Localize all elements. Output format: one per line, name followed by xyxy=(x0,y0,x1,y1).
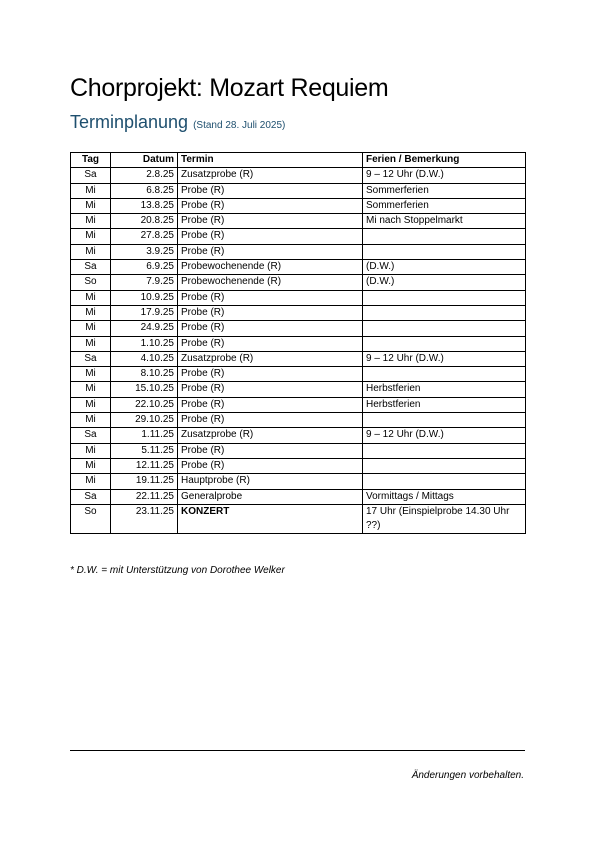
cell-tag: Sa xyxy=(71,260,111,275)
cell-bemerkung: 9 – 12 Uhr (D.W.) xyxy=(363,351,526,366)
cell-tag: Mi xyxy=(71,290,111,305)
cell-bemerkung xyxy=(363,443,526,458)
table-row xyxy=(71,260,526,275)
cell-termin: Zusatzprobe (R) xyxy=(178,428,363,443)
cell-datum: 1.11.25 xyxy=(111,428,178,443)
table-row xyxy=(71,397,526,412)
cell-datum: 19.11.25 xyxy=(111,474,178,489)
cell-bemerkung xyxy=(363,244,526,259)
cell-bemerkung: 9 – 12 Uhr (D.W.) xyxy=(363,428,526,443)
cell-tag: So xyxy=(71,504,111,534)
cell-termin: KONZERT xyxy=(178,504,363,534)
cell-tag: Mi xyxy=(71,458,111,473)
table-row xyxy=(71,244,526,259)
cell-tag: Mi xyxy=(71,183,111,198)
table-row xyxy=(71,305,526,320)
table-row xyxy=(71,336,526,351)
table-row xyxy=(71,275,526,290)
cell-termin: Probe (R) xyxy=(178,229,363,244)
cell-tag: Mi xyxy=(71,214,111,229)
table-row xyxy=(71,489,526,504)
cell-bemerkung xyxy=(363,474,526,489)
table-row xyxy=(71,443,526,458)
cell-termin: Zusatzprobe (R) xyxy=(178,351,363,366)
cell-bemerkung xyxy=(363,458,526,473)
cell-termin: Hauptprobe (R) xyxy=(178,474,363,489)
header-bemerkung: Ferien / Bemerkung xyxy=(363,153,526,168)
cell-tag: Mi xyxy=(71,443,111,458)
cell-bemerkung xyxy=(363,321,526,336)
cell-datum: 4.10.25 xyxy=(111,351,178,366)
cell-datum: 6.9.25 xyxy=(111,260,178,275)
cell-bemerkung xyxy=(363,336,526,351)
cell-termin: Probewochenende (R) xyxy=(178,260,363,275)
cell-bemerkung xyxy=(363,413,526,428)
table-row xyxy=(71,413,526,428)
cell-termin: Probe (R) xyxy=(178,336,363,351)
cell-tag: Mi xyxy=(71,198,111,213)
cell-termin: Probe (R) xyxy=(178,397,363,412)
cell-bemerkung: Vormittags / Mittags xyxy=(363,489,526,504)
table-row xyxy=(71,504,526,534)
header-tag: Tag xyxy=(71,153,111,168)
schedule-body xyxy=(71,168,526,534)
cell-tag: Sa xyxy=(71,168,111,183)
cell-termin: Probe (R) xyxy=(178,443,363,458)
cell-datum: 12.11.25 xyxy=(111,458,178,473)
cell-tag: Sa xyxy=(71,428,111,443)
cell-datum: 22.11.25 xyxy=(111,489,178,504)
cell-datum: 24.9.25 xyxy=(111,321,178,336)
cell-tag: Mi xyxy=(71,413,111,428)
cell-bemerkung xyxy=(363,229,526,244)
cell-datum: 29.10.25 xyxy=(111,413,178,428)
cell-tag: Mi xyxy=(71,382,111,397)
cell-datum: 1.10.25 xyxy=(111,336,178,351)
cell-datum: 22.10.25 xyxy=(111,397,178,412)
cell-bemerkung: Herbstferien xyxy=(363,397,526,412)
cell-termin: Probe (R) xyxy=(178,367,363,382)
cell-termin: Probe (R) xyxy=(178,458,363,473)
cell-tag: Mi xyxy=(71,474,111,489)
cell-tag: Mi xyxy=(71,244,111,259)
cell-bemerkung xyxy=(363,305,526,320)
cell-bemerkung xyxy=(363,367,526,382)
table-row xyxy=(71,214,526,229)
table-row xyxy=(71,183,526,198)
cell-bemerkung: Sommerferien xyxy=(363,183,526,198)
cell-termin: Probe (R) xyxy=(178,183,363,198)
cell-datum: 5.11.25 xyxy=(111,443,178,458)
cell-datum: 27.8.25 xyxy=(111,229,178,244)
stand-date: (Stand 28. Juli 2025) xyxy=(193,120,286,131)
header-termin: Termin xyxy=(178,153,363,168)
table-row xyxy=(71,428,526,443)
cell-termin: Probe (R) xyxy=(178,198,363,213)
table-row xyxy=(71,458,526,473)
cell-datum: 17.9.25 xyxy=(111,305,178,320)
table-row xyxy=(71,474,526,489)
cell-tag: Sa xyxy=(71,489,111,504)
table-row xyxy=(71,382,526,397)
footer-divider xyxy=(70,750,525,751)
cell-bemerkung: (D.W.) xyxy=(363,275,526,290)
cell-tag: Mi xyxy=(71,229,111,244)
footnote: * D.W. = mit Unterstützung von Dorothee Welker xyxy=(70,565,285,576)
cell-datum: 13.8.25 xyxy=(111,198,178,213)
cell-datum: 8.10.25 xyxy=(111,367,178,382)
cell-datum: 7.9.25 xyxy=(111,275,178,290)
table-row xyxy=(71,229,526,244)
cell-termin: Probe (R) xyxy=(178,382,363,397)
table-row xyxy=(71,290,526,305)
cell-termin: Probe (R) xyxy=(178,413,363,428)
table-row xyxy=(71,351,526,366)
cell-tag: Mi xyxy=(71,321,111,336)
cell-termin: Probe (R) xyxy=(178,305,363,320)
cell-datum: 2.8.25 xyxy=(111,168,178,183)
cell-bemerkung: (D.W.) xyxy=(363,260,526,275)
footer-note: Änderungen vorbehalten. xyxy=(411,770,524,781)
cell-datum: 23.11.25 xyxy=(111,504,178,534)
cell-bemerkung: Herbstferien xyxy=(363,382,526,397)
cell-bemerkung: 17 Uhr (Einspielprobe 14.30 Uhr ??) xyxy=(363,504,526,534)
header-datum: Datum xyxy=(111,153,178,168)
table-row xyxy=(71,198,526,213)
document-title: Chorprojekt: Mozart Requiem xyxy=(70,74,389,102)
cell-termin: Probe (R) xyxy=(178,214,363,229)
cell-datum: 3.9.25 xyxy=(111,244,178,259)
cell-tag: Mi xyxy=(71,367,111,382)
cell-termin: Generalprobe xyxy=(178,489,363,504)
table-row xyxy=(71,321,526,336)
cell-bemerkung: Sommerferien xyxy=(363,198,526,213)
table-row xyxy=(71,168,526,183)
cell-tag: Mi xyxy=(71,305,111,320)
cell-datum: 20.8.25 xyxy=(111,214,178,229)
document-subtitle xyxy=(70,111,285,137)
cell-datum: 6.8.25 xyxy=(111,183,178,198)
cell-bemerkung xyxy=(363,290,526,305)
cell-termin: Zusatzprobe (R) xyxy=(178,168,363,183)
cell-termin: Probe (R) xyxy=(178,290,363,305)
schedule-table xyxy=(70,152,526,534)
cell-bemerkung: 9 – 12 Uhr (D.W.) xyxy=(363,168,526,183)
cell-termin: Probe (R) xyxy=(178,321,363,336)
cell-datum: 15.10.25 xyxy=(111,382,178,397)
cell-bemerkung: Mi nach Stoppelmarkt xyxy=(363,214,526,229)
cell-datum: 10.9.25 xyxy=(111,290,178,305)
cell-tag: Sa xyxy=(71,351,111,366)
cell-tag: Mi xyxy=(71,336,111,351)
table-row xyxy=(71,367,526,382)
cell-termin: Probe (R) xyxy=(178,244,363,259)
cell-termin: Probewochenende (R) xyxy=(178,275,363,290)
cell-tag: Mi xyxy=(71,397,111,412)
table-header-row xyxy=(71,153,526,168)
subtitle-text: Terminplanung xyxy=(70,112,189,132)
cell-tag: So xyxy=(71,275,111,290)
